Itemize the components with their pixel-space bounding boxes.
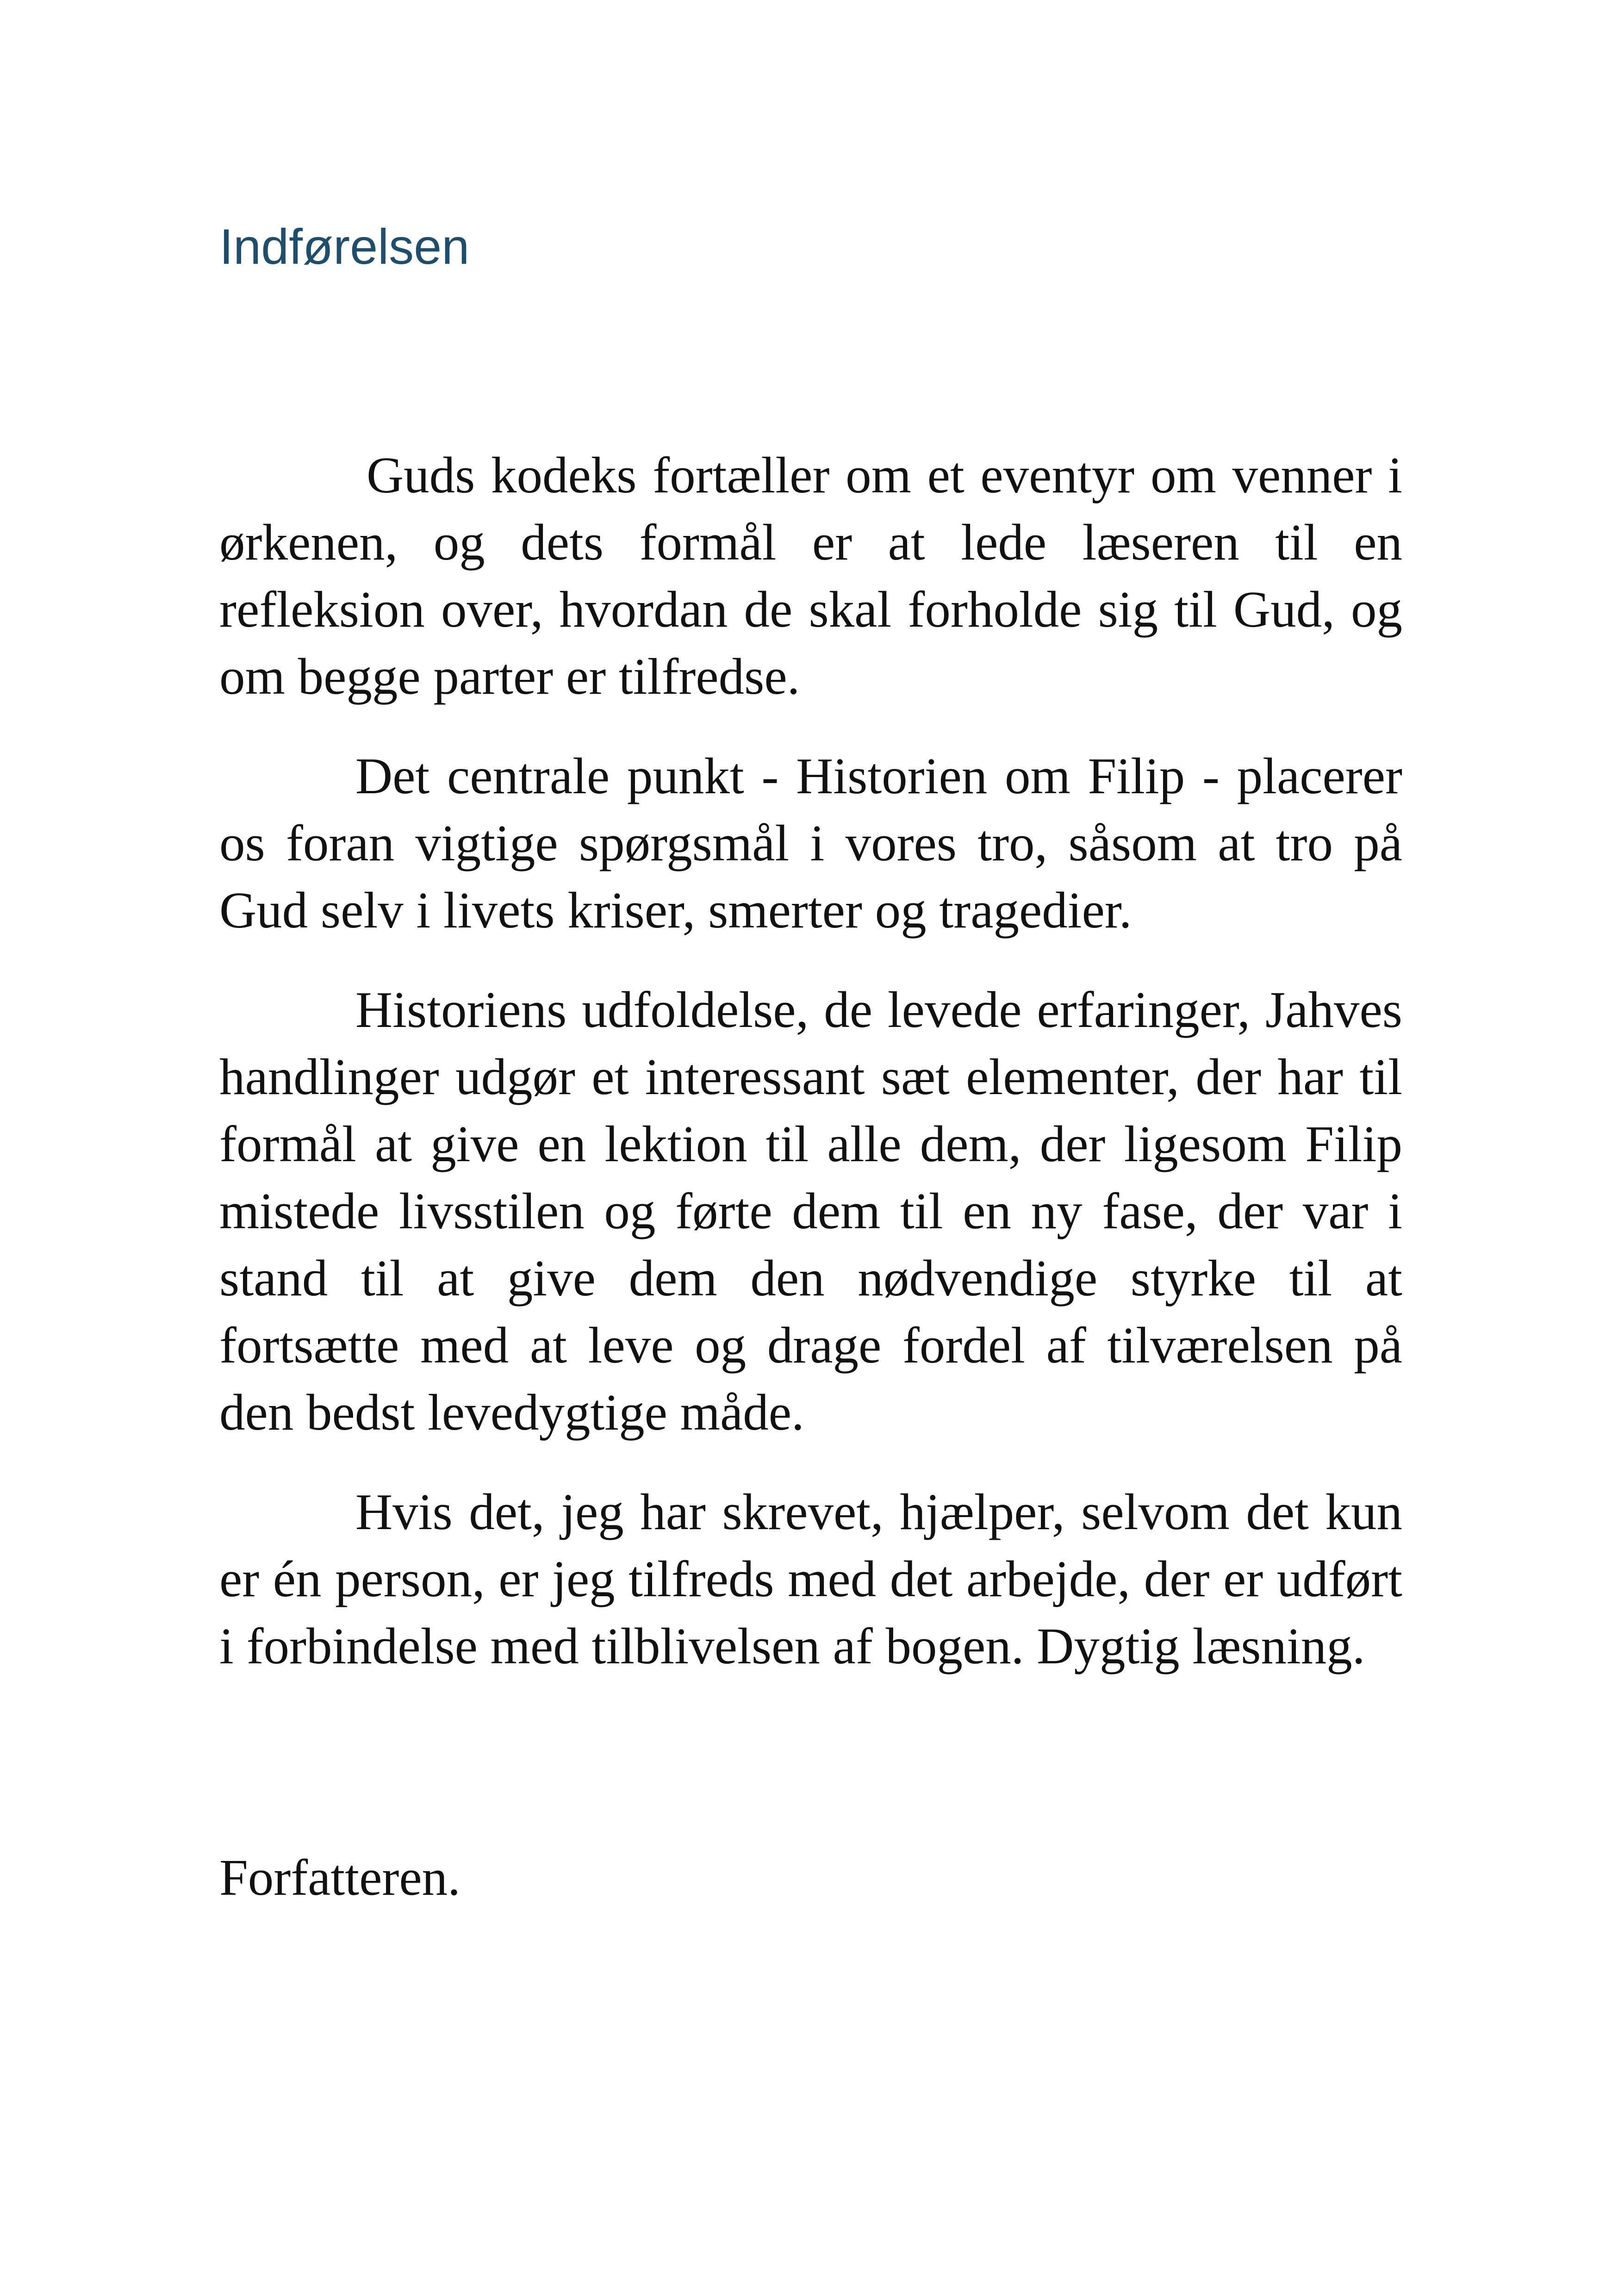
page-title: Indførelsen xyxy=(219,218,470,274)
paragraph-closing: Hvis det, jeg har skrevet, hjælper, selvom det kun er én person, er jeg tilfreds med det arbejde, der er udført i forbindelse med tilblivelsen af bogen. Dygtig læsning. xyxy=(219,1484,1402,1675)
paragraph-story-unfolding: Historiens udfoldelse, de levede erfaringer, Jahves handlinger udgør et interessant sæt elementer, der har til formål at give en lektion til alle dem, der ligesom Filip mistede livsstilen og førte dem til en ny fase, der var i stand til at give dem den nødvendige styrke til at fortsætte med at leve og drage fordel af tilværelsen på den bedst levedygtige måde. xyxy=(219,982,1402,1441)
paragraph-intro: Guds kodeks fortæller om et eventyr om venner i ørkenen, og dets formål er at lede læseren til en refleksion over, hvordan de skal forholde sig til Gud, og om begge parter er tilfredse. xyxy=(219,447,1402,705)
body-text xyxy=(219,442,1402,1712)
author-signature: Forfatteren. xyxy=(219,1849,461,1906)
paragraph-central-point: Det centrale punkt - Historien om Filip - placerer os foran vigtige spørgsmål i vores tro, såsom at tro på Gud selv i livets kriser, smerter og tragedier. xyxy=(219,748,1402,939)
